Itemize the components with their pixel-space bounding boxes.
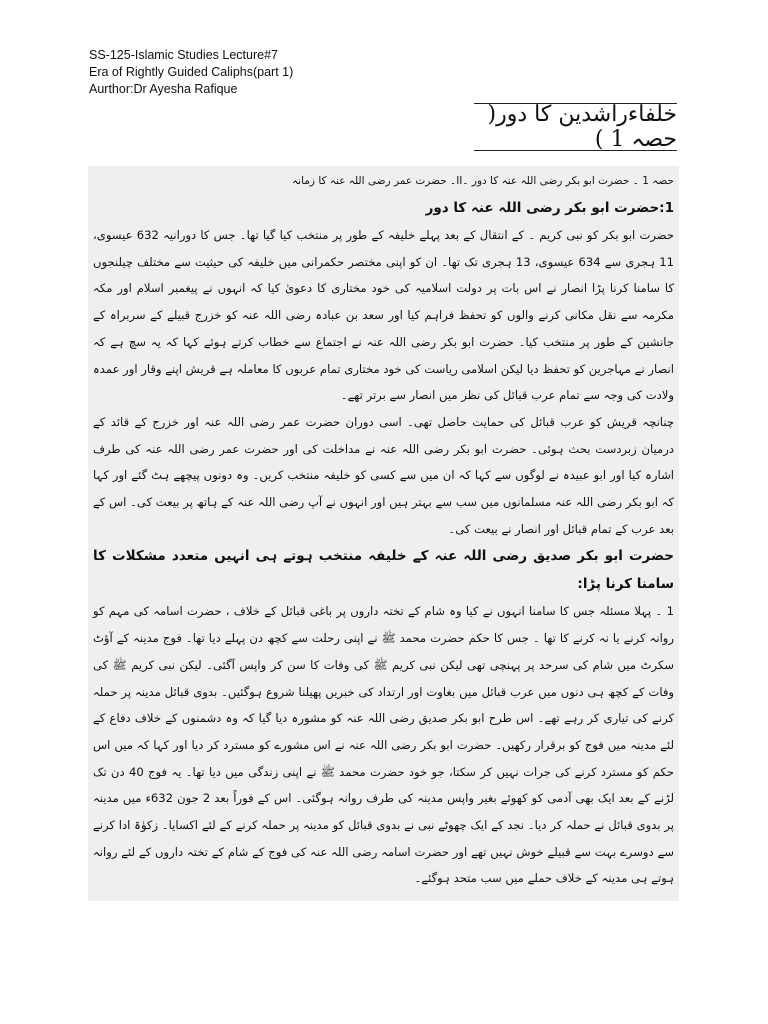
paragraph-3: 1 ۔ پہلا مسئلہ جس کا سامنا انہوں نے کیا وہ شام کے تختہ داروں پر باغی قبائل کے خلاف ، حضرت اسامہ کی مہم کو روانہ کرنے یا نہ کرنے کا تھا ۔ جس کا حکم حضرت محمد ﷺ نے اپنی رحلت سے کچھ دن پہلے دیا تھا۔ فوج مدینہ کے آؤٹ سکرٹ میں شام کی سرحد پر پہنچی تھی لیکن نبی کریم ﷺ کی وفات کا سن کر واپس آگئی۔ لیکن نبی کریم ﷺ کی وفات کے کچھ ہی دنوں میں عرب قبائل میں بغاوت اور ارتداد کی خبریں پھیلنا شروع ہوگئیں۔ بدوی قبائل مدینہ پر حملہ کرنے کی تیاری کر رہے تھے۔ اس طرح ابو بکر صدیق رضی اللہ عنہ کو مشورہ دیا گیا کہ وہ دشمنوں کے خلاف دفاع کے لئے مدینہ میں فوج کو برقرار رکھیں۔ حضرت ابو بکر رضی اللہ عنہ نے اس مشورے کو مسترد کر دیا اور کہا کہ میں اس حکم کو مسترد کرنے کی جرات نہیں کر سکتا، جو خود حضرت محمد ﷺ نے اپنی زندگی میں دیا تھا۔ یہ فوج 40 دن تک لڑنے کے بعد ایک بھی آدمی کو کھوئے بغیر واپس مدینہ کی طرف روانہ ہوگئی۔ اس کے فوراً بعد 2 جون 632ء میں مدینہ پر بدوی قبائل نے حملہ کر دیا۔ نجد کے ایک چھوٹے نبی نے بدوی قبائل کو مدینہ پر حملہ کرنے کے لئے اکسایا۔ زکوٰۃ ادا کرنے سے دوسرے بہت سے قبیلے خوش نہیں تھے اور حضرت اسامہ رضی اللہ عنہ کی فوج کے شام کے تختہ داروں کے لئے روانہ ہوتے ہی مدینہ کے خلاف حملے میں سب متحد ہوگئے۔	[93, 604, 675, 886]
urdu-title: خلفاءراشدین کا دور( حصہ 1 )	[474, 103, 677, 151]
intro-line: حصہ 1 ۔ حضرت ابو بکر رضی اللہ عنہ کا دور ۔II۔ حضرت عمر رضی اللہ عنہ کا زمانہ	[292, 175, 674, 187]
author-line: Aurthor:Dr Ayesha Rafique	[89, 82, 238, 96]
paragraph-1: حضرت ابو بکر کو نبی کریم ۔ کے انتقال کے بعد پہلے خلیفہ کے طور پر منتخب کیا گیا تھا۔ جس کا دورانیہ 632 عیسوی، 11 ہجری سے 634 عیسوی، 13 ہجری تک تھا۔ ان کو اپنی مختصر حکمرانی میں خلیفہ کی حیثیت سے مختلف چیلنجوں کا سامنا کرنا پڑا انصار نے اس بات پر دولت اسلامیہ کی خود مختاری کا دعویٰ کیا کہ انہوں نے پیغمبر اسلام اور مکہ مکرمہ سے نقل مکانی کرنے والوں کو تحفظ فراہم کیا اور سعد بن عبادہ رضی اللہ عنہ کو خزرج قبیلے کے سربراہ کے جانشین کے طور پر منتخب کیا۔ حضرت ابو بکر رضی اللہ عنہ نے اجتماع سے خطاب کرتے ہوئے کہا کہ یہ سچ ہے کہ انصار نے مہاجرین کو تحفظ دیا لیکن اسلامی ریاست کی خود مختاری تمام عربوں کا معاملہ ہے قریش اپنے وقار اور عمدہ ولادت کی وجہ سے تمام عرب قبائل کی نظر میں انصار سے برتر تھے۔	[93, 228, 675, 403]
section-heading-2: حضرت ابو بکر صدیق رضی اللہ عنہ کے خلیفہ منتخب ہوتے ہی انہیں متعدد مشکلات کا سامنا کرنا پڑا:	[93, 548, 674, 593]
section-heading-1: 1:حضرت ابو بکر رضی اللہ عنہ کا دور	[425, 200, 674, 216]
paragraph-2: چنانچہ قریش کو عرب قبائل کی حمایت حاصل تھی۔ اسی دوران حضرت عمر رضی اللہ عنہ اور خزرج کے قائد کے درمیان زبردست بحث ہوئی۔ حضرت ابو بکر رضی اللہ عنہ نے مداخلت کی اور حضرت عمر رضی اللہ عنہ کی طرف اشارہ کیا اور ابو عبیدہ نے لوگوں سے کہا کہ ان میں سے کسی کو خلیفہ منتخب کریں۔ وہ دونوں پیچھے ہٹ گئے اور کہا کہ ابو بکر رضی اللہ عنہ مسلمانوں میں سب سے بہتر ہیں اور انہوں نے آپ رضی اللہ عنہ کے ہاتھ پر بیعت کی۔ اس کے بعد عرب کے تمام قبائل اور انصار نے بیعت کی۔	[93, 414, 674, 536]
lecture-title-line: Era of Rightly Guided Caliphs(part 1)	[89, 65, 294, 79]
document-header	[89, 47, 293, 98]
urdu-content	[88, 166, 679, 901]
course-line: SS-125-Islamic Studies Lecture#7	[89, 48, 278, 62]
